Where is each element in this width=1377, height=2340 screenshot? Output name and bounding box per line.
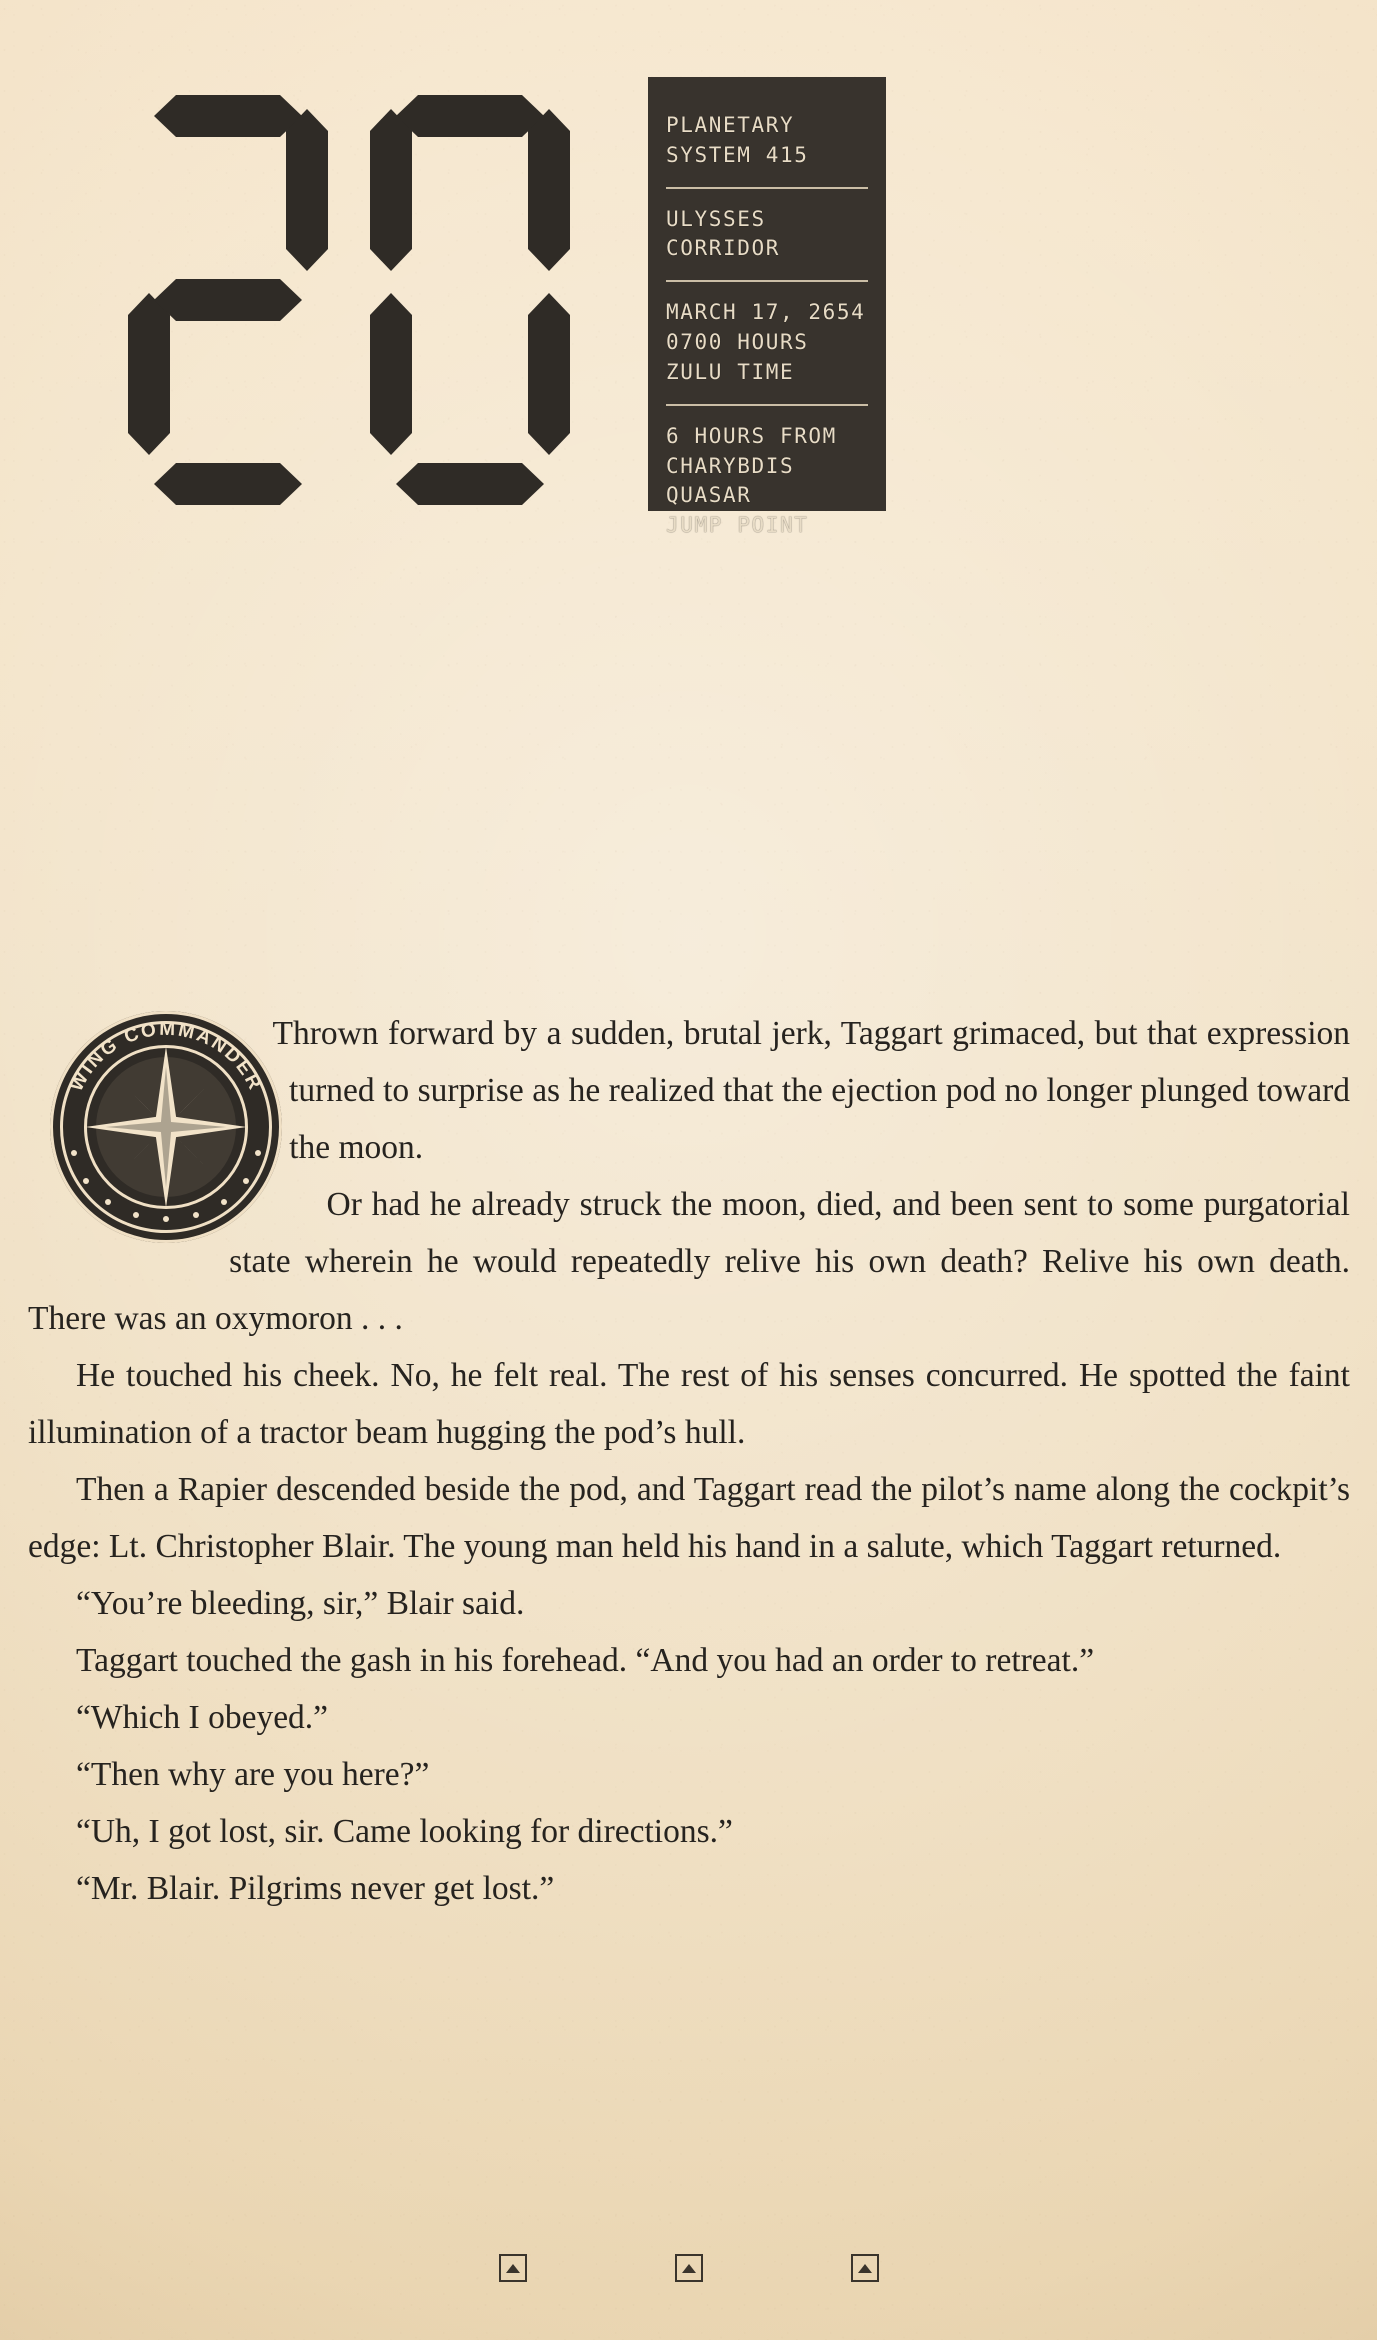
paragraph: Or had he already struck the moon, died, and been sent to some purgatorial state wherein he would repeatedly relive his own death? Relive his own death. There was an oxymoron . . . — [28, 1186, 1350, 1337]
info-line: 0700 HOURS — [666, 330, 809, 355]
segment-a — [154, 95, 302, 137]
divider — [666, 404, 868, 406]
segment-d — [396, 463, 544, 505]
body-text-column — [28, 1005, 1350, 1917]
segment-b — [528, 109, 570, 271]
segment-b — [286, 109, 328, 271]
wing-commander-emblem-icon — [50, 1011, 282, 1243]
svg-text:WING COMMANDER: WING COMMANDER — [66, 1018, 266, 1095]
info-line: ULYSSES CORRIDOR — [666, 206, 780, 261]
paragraph: He touched his cheek. No, he felt real. The rest of his senses concurred. He spotted the faint illumination of a tractor beam hugging the pod’s hull. — [28, 1357, 1350, 1451]
info-line: CHARYBDIS QUASAR — [666, 453, 795, 508]
footer-ornaments — [0, 2254, 1377, 2282]
info-block-location — [666, 111, 868, 171]
segment-f — [370, 109, 412, 271]
info-line: PLANETARY — [666, 113, 795, 137]
info-block-jumppoint — [666, 422, 868, 541]
pennant-icon — [675, 2254, 703, 2282]
segment-e — [128, 293, 170, 455]
segment-c — [528, 293, 570, 455]
segment-g — [154, 279, 302, 321]
paragraph: “Then why are you here?” — [76, 1756, 430, 1793]
compass-star-icon — [82, 1043, 250, 1211]
chapter-number-digit-2 — [370, 95, 570, 505]
info-block-corridor — [666, 205, 868, 265]
segment-d — [154, 463, 302, 505]
info-line: ZULU TIME — [666, 359, 795, 384]
paragraph: Thrown forward by a sudden, brutal jerk, Taggart grimaced, but that expression turned to surprise as he realized that the ejection pod no longer plunged toward the moon. — [272, 1015, 1350, 1166]
mission-info-panel — [648, 77, 886, 538]
chapter-header — [0, 95, 1377, 565]
divider — [666, 280, 868, 282]
paragraph: “Mr. Blair. Pilgrims never get lost.” — [76, 1870, 555, 1907]
pennant-icon — [851, 2254, 879, 2282]
segment-e — [370, 293, 412, 455]
paragraph: Then a Rapier descended beside the pod, and Taggart read the pilot’s name along the cockpit’s edge: Lt. Christopher Blair. The young man held his hand in a salute, which Taggart returned. — [28, 1471, 1350, 1565]
info-block-datetime — [666, 298, 868, 387]
segment-a — [396, 95, 544, 137]
chapter-number-digit-1 — [128, 95, 328, 505]
paragraph: “You’re bleeding, sir,” Blair said. — [76, 1585, 525, 1622]
paragraph: “Uh, I got lost, sir. Came looking for directions.” — [76, 1813, 733, 1850]
info-line: MARCH 17, 2654 — [666, 300, 866, 325]
paragraph: Taggart touched the gash in his forehead. “And you had an order to retreat.” — [76, 1642, 1095, 1679]
info-line: SYSTEM 415 — [666, 142, 809, 167]
chapter-number-display — [128, 95, 570, 505]
info-line: JUMP POINT — [666, 513, 809, 538]
info-line: 6 HOURS FROM — [666, 423, 837, 448]
divider — [666, 187, 868, 189]
pennant-icon — [499, 2254, 527, 2282]
paragraph: “Which I obeyed.” — [76, 1699, 329, 1736]
